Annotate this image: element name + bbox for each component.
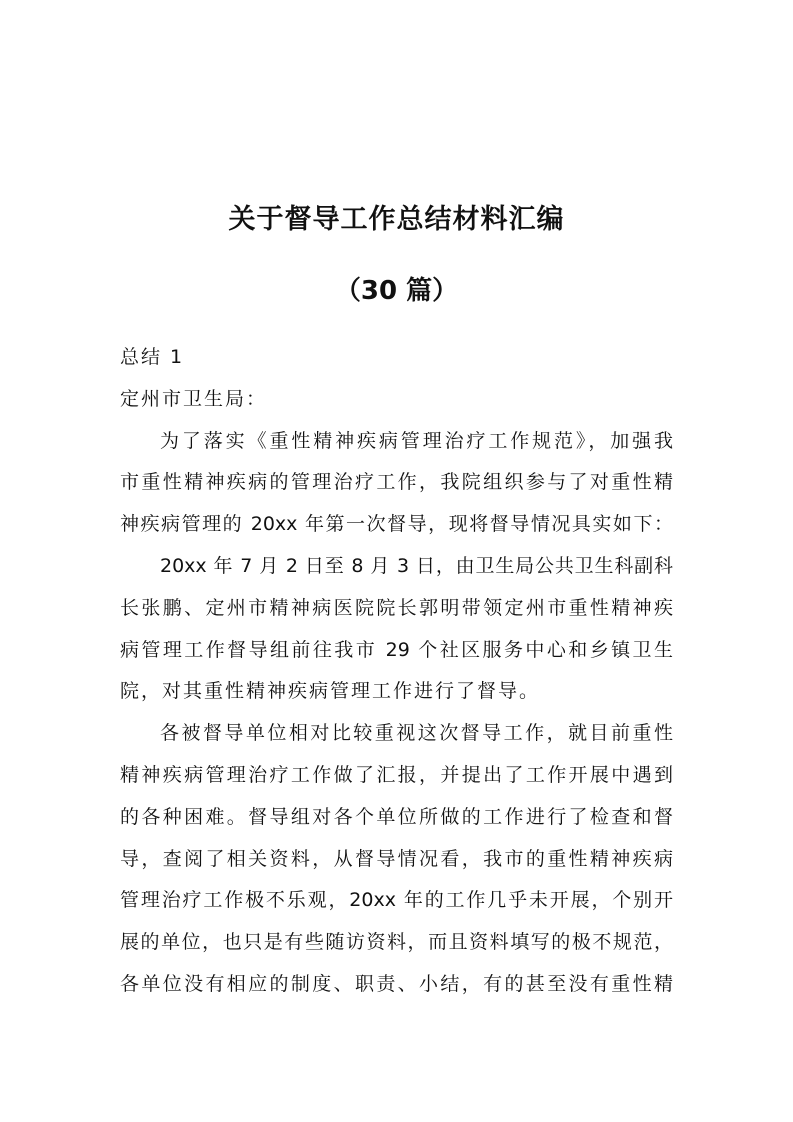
- document-body: [120, 337, 673, 1006]
- text-line: 20xx 年 7 月 2 日至 8 月 3 日，由卫生局公共卫生科副科: [160, 554, 673, 577]
- paragraph-3: [120, 713, 673, 1006]
- text-line: 的各种困难。督导组对各个单位所做的工作进行了检查和督: [120, 805, 673, 828]
- text-line: 为了落实《重性精神疾病管理治疗工作规范》，加强我: [160, 429, 673, 452]
- document-title: 关于督导工作总结材料汇编: [228, 204, 565, 235]
- paragraph-2: [120, 546, 673, 713]
- section-heading: 总结 1: [120, 346, 185, 368]
- text-line: 长张鹏、定州市精神病医院院长郭明带领定州市重性精神疾: [120, 596, 673, 619]
- paragraph-1: [120, 421, 673, 546]
- text-line: 病管理工作督导组前往我市 29 个社区服务中心和乡镇卫生: [120, 638, 673, 661]
- text-line: 管理治疗工作极不乐观，20xx 年的工作几乎未开展，个别开: [120, 889, 673, 912]
- text-line: 精神疾病管理治疗工作做了汇报，并提出了工作开展中遇到: [120, 763, 673, 786]
- text-line: 导，查阅了相关资料，从督导情况看，我市的重性精神疾病: [120, 847, 673, 870]
- text-line: 各单位没有相应的制度、职责、小结，有的甚至没有重性精: [120, 972, 673, 995]
- document-subtitle: （30 篇）: [334, 276, 459, 306]
- text-line: 市重性精神疾病的管理治疗工作，我院组织参与了对重性精: [120, 471, 673, 494]
- text-line: 各被督导单位相对比较重视这次督导工作，就目前重性: [160, 722, 673, 745]
- salutation: 定州市卫生局：: [120, 387, 268, 410]
- text-line: 神疾病管理的 20xx 年第一次督导，现将督导情况具实如下：: [120, 513, 673, 536]
- text-line: 展的单位，也只是有些随访资料，而且资料填写的极不规范，: [120, 931, 673, 954]
- text-line: 院，对其重性精神疾病管理工作进行了督导。: [120, 680, 541, 703]
